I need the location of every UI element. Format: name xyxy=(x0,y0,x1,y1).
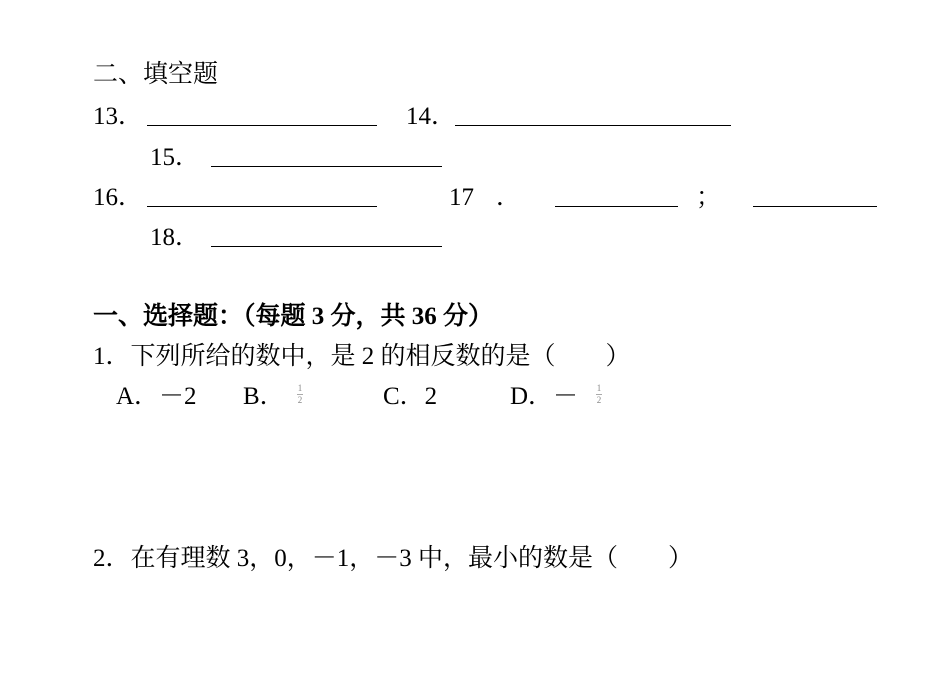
item-17-number: 17 xyxy=(449,184,474,211)
fraction-denominator: 2 xyxy=(596,395,602,405)
item-13-number: 13． xyxy=(93,103,144,130)
fraction-denominator: 2 xyxy=(297,395,303,405)
option-c[interactable]: C．2 xyxy=(383,383,438,410)
item-14-blank[interactable] xyxy=(455,125,731,126)
item-17-blank-1[interactable] xyxy=(555,206,678,207)
item-15-blank[interactable] xyxy=(211,166,442,167)
item-16-blank[interactable] xyxy=(147,206,377,207)
item-15-number: 15． xyxy=(150,144,201,171)
fraction-numerator: 1 xyxy=(596,383,602,393)
option-d[interactable]: D．－ xyxy=(510,383,579,410)
option-d-fraction xyxy=(595,384,603,405)
item-18-blank[interactable] xyxy=(211,246,442,247)
item-18-number: 18． xyxy=(150,224,201,251)
item-17-separator: ； xyxy=(696,184,722,211)
choice-section-heading: 一、选择题：（每题 3 分，共 36 分） xyxy=(93,303,494,330)
item-17-dot: ． xyxy=(496,184,522,211)
fraction-numerator: 1 xyxy=(297,383,303,393)
item-17-blank-2[interactable] xyxy=(753,206,877,207)
option-b-fraction xyxy=(296,384,304,405)
fill-section-heading: 二、填空题 xyxy=(93,61,219,88)
option-b[interactable]: B． xyxy=(243,383,285,410)
question-1-stem: 1．下列所给的数中，是 2 的相反数的是（ ） xyxy=(93,343,631,370)
item-14-number: 14． xyxy=(406,103,457,130)
option-a[interactable]: A．－2 xyxy=(116,383,197,410)
question-2-stem: 2．在有理数 3，0，－1，－3 中，最小的数是（ ） xyxy=(93,545,694,572)
item-16-number: 16． xyxy=(93,184,144,211)
item-13-blank[interactable] xyxy=(147,125,377,126)
